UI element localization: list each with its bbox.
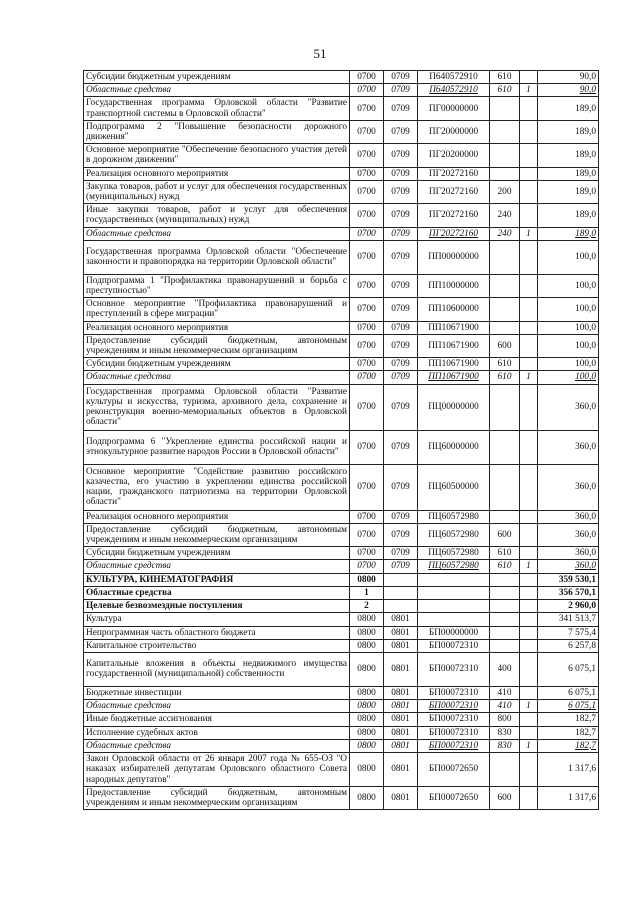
row-funding-source: 1 <box>520 739 538 752</box>
row-section-code: 0700 <box>350 240 384 274</box>
table-row <box>84 700 599 713</box>
table-row <box>84 120 599 143</box>
row-name: Исполнение судебных актов <box>84 726 350 739</box>
row-amount: 1 317,6 <box>538 752 599 786</box>
row-name: Закон Орловской области от 26 января 2007 года № 655-ОЗ "О наказах избирателей депутатам Орловского областного Совета народных депутатов" <box>84 752 350 786</box>
row-name: Основное мероприятие "Содействие развитию российского казачества, его участию в укреплении единства российской нации, гражданского патриотизма на территории Орловской области" <box>84 464 350 510</box>
row-name: Реализация основного мероприятия <box>84 321 350 334</box>
row-name: Областные средства <box>84 560 350 573</box>
row-section-code: 0700 <box>350 227 384 240</box>
row-funding-source: 1 <box>520 700 538 713</box>
row-subsection-code: 0709 <box>384 97 418 120</box>
table-row <box>84 686 599 699</box>
row-amount: 90,0 <box>538 71 599 84</box>
row-name: Областные средства <box>84 739 350 752</box>
row-subsection-code: 0709 <box>384 358 418 371</box>
row-subsection-code: 0709 <box>384 84 418 97</box>
row-section-code: 1 <box>350 586 384 599</box>
row-name: Областные средства <box>84 227 350 240</box>
row-amount: 189,0 <box>538 144 599 167</box>
row-subsection-code: 0709 <box>384 510 418 523</box>
row-expense-type <box>490 120 520 143</box>
row-section-code: 0700 <box>350 560 384 573</box>
table-row <box>84 274 599 297</box>
table-row <box>84 144 599 167</box>
row-amount: 100,0 <box>538 274 599 297</box>
row-subsection-code: 0709 <box>384 560 418 573</box>
table-row <box>84 84 599 97</box>
row-section-code: 0700 <box>350 144 384 167</box>
row-amount: 1 317,6 <box>538 786 599 809</box>
row-section-code: 0800 <box>350 786 384 809</box>
row-funding-source <box>520 547 538 560</box>
row-subsection-code: 0801 <box>384 713 418 726</box>
row-target-article: ПГ20000000 <box>418 120 490 143</box>
row-section-code: 0800 <box>350 686 384 699</box>
row-funding-source <box>520 726 538 739</box>
row-section-code: 0800 <box>350 626 384 639</box>
row-expense-type: 610 <box>490 371 520 384</box>
row-target-article: БП00072310 <box>418 726 490 739</box>
row-expense-type <box>490 240 520 274</box>
row-subsection-code: 0801 <box>384 752 418 786</box>
row-subsection-code: 0801 <box>384 700 418 713</box>
row-amount: 189,0 <box>538 120 599 143</box>
row-name: Субсидии бюджетным учреждениям <box>84 71 350 84</box>
row-section-code: 0700 <box>350 97 384 120</box>
row-section-code: 0700 <box>350 204 384 227</box>
row-expense-type <box>490 167 520 180</box>
row-target-article: БП00072310 <box>418 686 490 699</box>
row-target-article: ПЦ60572980 <box>418 510 490 523</box>
row-subsection-code: 0801 <box>384 652 418 686</box>
row-section-code: 0800 <box>350 700 384 713</box>
row-expense-type <box>490 321 520 334</box>
row-amount: 189,0 <box>538 204 599 227</box>
row-target-article: П640572910 <box>418 71 490 84</box>
row-section-code: 0700 <box>350 358 384 371</box>
row-amount: 359 530,1 <box>538 573 599 586</box>
row-amount: 7 575,4 <box>538 626 599 639</box>
row-funding-source <box>520 298 538 321</box>
row-target-article: ПЦ00000000 <box>418 384 490 430</box>
row-target-article: П640572910 <box>418 84 490 97</box>
row-target-article: ПЦ60572980 <box>418 547 490 560</box>
row-amount: 360,0 <box>538 384 599 430</box>
row-funding-source <box>520 510 538 523</box>
row-expense-type <box>490 600 520 613</box>
row-expense-type: 410 <box>490 700 520 713</box>
budget-table <box>83 70 599 810</box>
row-target-article: БП00072310 <box>418 739 490 752</box>
row-amount: 182,7 <box>538 726 599 739</box>
row-amount: 360,0 <box>538 430 599 464</box>
table-row <box>84 626 599 639</box>
row-subsection-code: 0709 <box>384 120 418 143</box>
row-amount: 189,0 <box>538 227 599 240</box>
table-row <box>84 298 599 321</box>
row-target-article: ПП10000000 <box>418 274 490 297</box>
row-funding-source: 1 <box>520 371 538 384</box>
row-name: Субсидии бюджетным учреждениям <box>84 547 350 560</box>
row-subsection-code: 0709 <box>384 384 418 430</box>
row-expense-type <box>490 97 520 120</box>
row-expense-type: 830 <box>490 726 520 739</box>
row-funding-source <box>520 586 538 599</box>
row-name: Иные бюджетные ассигнования <box>84 713 350 726</box>
row-funding-source <box>520 752 538 786</box>
row-funding-source: 1 <box>520 84 538 97</box>
row-target-article: БП00072310 <box>418 700 490 713</box>
row-section-code: 0700 <box>350 510 384 523</box>
row-funding-source <box>520 274 538 297</box>
row-funding-source <box>520 71 538 84</box>
row-target-article: ПП10600000 <box>418 298 490 321</box>
row-name: Целевые безвозмездные поступления <box>84 600 350 613</box>
row-expense-type: 800 <box>490 713 520 726</box>
page-number: 51 <box>313 46 327 61</box>
table-row <box>84 786 599 809</box>
row-funding-source <box>520 786 538 809</box>
row-subsection-code: 0709 <box>384 144 418 167</box>
table-row <box>84 510 599 523</box>
row-target-article <box>418 613 490 626</box>
row-section-code: 0700 <box>350 298 384 321</box>
row-subsection-code: 0709 <box>384 523 418 546</box>
row-amount: 2 960,0 <box>538 600 599 613</box>
row-expense-type: 410 <box>490 686 520 699</box>
table-row <box>84 204 599 227</box>
row-section-code: 0700 <box>350 334 384 357</box>
row-funding-source <box>520 464 538 510</box>
row-section-code: 2 <box>350 600 384 613</box>
row-section-code: 0700 <box>350 180 384 203</box>
row-amount: 90,0 <box>538 84 599 97</box>
row-name: Областные средства <box>84 586 350 599</box>
table-row <box>84 71 599 84</box>
row-amount: 100,0 <box>538 240 599 274</box>
row-target-article <box>418 600 490 613</box>
row-funding-source <box>520 430 538 464</box>
row-subsection-code: 0709 <box>384 371 418 384</box>
row-expense-type <box>490 613 520 626</box>
row-target-article: ПГ20272160 <box>418 227 490 240</box>
row-funding-source <box>520 384 538 430</box>
row-funding-source <box>520 626 538 639</box>
row-target-article: ПЦ60572980 <box>418 523 490 546</box>
row-funding-source <box>520 713 538 726</box>
row-amount: 182,7 <box>538 739 599 752</box>
row-name: Предоставление субсидий бюджетным, автономным учреждениям и иным некоммерческим организациям <box>84 523 350 546</box>
row-subsection-code: 0801 <box>384 626 418 639</box>
row-amount: 100,0 <box>538 321 599 334</box>
table-row <box>84 167 599 180</box>
row-section-code: 0800 <box>350 752 384 786</box>
row-subsection-code: 0709 <box>384 274 418 297</box>
table-row <box>84 97 599 120</box>
row-funding-source <box>520 686 538 699</box>
row-target-article: ПП00000000 <box>418 240 490 274</box>
row-section-code: 0800 <box>350 573 384 586</box>
row-name: Областные средства <box>84 700 350 713</box>
row-section-code: 0800 <box>350 652 384 686</box>
row-subsection-code: 0709 <box>384 167 418 180</box>
row-section-code: 0700 <box>350 371 384 384</box>
row-name: Подпрограмма 1 "Профилактика правонарушений и борьба с преступностью" <box>84 274 350 297</box>
table-row <box>84 384 599 430</box>
table-row <box>84 586 599 599</box>
row-section-code: 0700 <box>350 274 384 297</box>
row-subsection-code: 0801 <box>384 739 418 752</box>
row-expense-type <box>490 752 520 786</box>
row-target-article: БП00072310 <box>418 713 490 726</box>
row-expense-type <box>490 586 520 599</box>
row-target-article: ПП10671900 <box>418 334 490 357</box>
row-expense-type: 240 <box>490 204 520 227</box>
row-expense-type: 240 <box>490 227 520 240</box>
row-funding-source <box>520 573 538 586</box>
row-section-code: 0700 <box>350 430 384 464</box>
row-target-article: БП00072650 <box>418 752 490 786</box>
row-amount: 100,0 <box>538 298 599 321</box>
row-funding-source <box>520 600 538 613</box>
row-funding-source <box>520 613 538 626</box>
row-target-article: ПЦ60000000 <box>418 430 490 464</box>
row-name: Закупка товаров, работ и услуг для обеспечения государственных (муниципальных) нужд <box>84 180 350 203</box>
row-amount: 100,0 <box>538 358 599 371</box>
row-target-article <box>418 573 490 586</box>
row-subsection-code: 0801 <box>384 639 418 652</box>
row-funding-source <box>520 321 538 334</box>
row-expense-type <box>490 626 520 639</box>
table-row <box>84 321 599 334</box>
row-funding-source <box>520 97 538 120</box>
row-expense-type <box>490 430 520 464</box>
row-target-article: ПП10671900 <box>418 321 490 334</box>
row-expense-type: 610 <box>490 358 520 371</box>
row-name: Культура <box>84 613 350 626</box>
row-expense-type <box>490 298 520 321</box>
row-name: Областные средства <box>84 371 350 384</box>
row-funding-source <box>520 204 538 227</box>
table-row <box>84 652 599 686</box>
row-funding-source <box>520 523 538 546</box>
row-expense-type <box>490 573 520 586</box>
row-section-code: 0700 <box>350 523 384 546</box>
row-name: Основное мероприятие "Профилактика правонарушений и преступлений в сфере миграции" <box>84 298 350 321</box>
row-section-code: 0700 <box>350 120 384 143</box>
row-subsection-code: 0801 <box>384 613 418 626</box>
table-row <box>84 639 599 652</box>
row-expense-type: 610 <box>490 71 520 84</box>
row-name: Основное мероприятие "Обеспечение безопасного участия детей в дорожном движении" <box>84 144 350 167</box>
row-subsection-code: 0801 <box>384 786 418 809</box>
row-target-article: БП00000000 <box>418 626 490 639</box>
row-section-code: 0700 <box>350 84 384 97</box>
row-subsection-code: 0709 <box>384 298 418 321</box>
row-name: Государственная программа Орловской области "Развитие культуры и искусства, туризма, архивного дела, сохранение и реконструкция военно-мемориальных объектов в Орловской области" <box>84 384 350 430</box>
row-expense-type <box>490 464 520 510</box>
row-target-article: ПЦ60572980 <box>418 560 490 573</box>
row-subsection-code: 0709 <box>384 71 418 84</box>
table-row <box>84 371 599 384</box>
table-row <box>84 713 599 726</box>
row-subsection-code: 0801 <box>384 686 418 699</box>
row-amount: 360,0 <box>538 510 599 523</box>
row-amount: 6 075,1 <box>538 700 599 713</box>
row-expense-type: 600 <box>490 786 520 809</box>
row-amount: 189,0 <box>538 167 599 180</box>
row-amount: 189,0 <box>538 97 599 120</box>
row-target-article: ПГ20272160 <box>418 204 490 227</box>
row-name: Государственная программа Орловской области "Развитие транспортной системы в Орловской области" <box>84 97 350 120</box>
row-target-article: БП00072310 <box>418 652 490 686</box>
row-name: Капитальное строительство <box>84 639 350 652</box>
row-amount: 100,0 <box>538 334 599 357</box>
row-subsection-code <box>384 573 418 586</box>
row-expense-type <box>490 144 520 167</box>
row-expense-type: 830 <box>490 739 520 752</box>
row-amount: 341 513,7 <box>538 613 599 626</box>
row-target-article: ПЦ60500000 <box>418 464 490 510</box>
row-funding-source <box>520 180 538 203</box>
row-subsection-code: 0709 <box>384 180 418 203</box>
row-expense-type: 400 <box>490 652 520 686</box>
row-subsection-code <box>384 600 418 613</box>
row-target-article: ПГ00000000 <box>418 97 490 120</box>
row-amount: 6 075,1 <box>538 652 599 686</box>
table-row <box>84 334 599 357</box>
table-row <box>84 180 599 203</box>
row-section-code: 0800 <box>350 613 384 626</box>
row-amount: 360,0 <box>538 547 599 560</box>
row-expense-type: 610 <box>490 84 520 97</box>
row-amount: 189,0 <box>538 180 599 203</box>
table-row <box>84 600 599 613</box>
row-name: Реализация основного мероприятия <box>84 167 350 180</box>
row-amount: 100,0 <box>538 371 599 384</box>
row-funding-source <box>520 358 538 371</box>
row-section-code: 0700 <box>350 321 384 334</box>
row-subsection-code: 0801 <box>384 726 418 739</box>
row-section-code: 0700 <box>350 464 384 510</box>
row-funding-source <box>520 652 538 686</box>
row-section-code: 0700 <box>350 384 384 430</box>
table-row <box>84 726 599 739</box>
row-section-code: 0800 <box>350 739 384 752</box>
row-section-code: 0700 <box>350 71 384 84</box>
table-row <box>84 752 599 786</box>
row-amount: 6 257,8 <box>538 639 599 652</box>
row-funding-source <box>520 240 538 274</box>
row-name: Подпрограмма 6 "Укрепление единства российской нации и этнокультурное развитие народов России в Орловской области" <box>84 430 350 464</box>
table-row <box>84 358 599 371</box>
row-name: Бюджетные инвестиции <box>84 686 350 699</box>
row-subsection-code: 0709 <box>384 204 418 227</box>
row-subsection-code: 0709 <box>384 430 418 464</box>
row-funding-source <box>520 334 538 357</box>
row-name: Реализация основного мероприятия <box>84 510 350 523</box>
row-target-article: БП00072310 <box>418 639 490 652</box>
table-row <box>84 613 599 626</box>
row-target-article: БП00072650 <box>418 786 490 809</box>
row-subsection-code: 0709 <box>384 334 418 357</box>
row-funding-source <box>520 167 538 180</box>
row-subsection-code <box>384 586 418 599</box>
row-target-article: ПГ20272160 <box>418 167 490 180</box>
row-amount: 356 570,1 <box>538 586 599 599</box>
row-section-code: 0800 <box>350 639 384 652</box>
row-name: КУЛЬТУРА, КИНЕМАТОГРАФИЯ <box>84 573 350 586</box>
row-expense-type: 600 <box>490 334 520 357</box>
table-row <box>84 464 599 510</box>
row-amount: 360,0 <box>538 560 599 573</box>
row-expense-type: 610 <box>490 560 520 573</box>
row-subsection-code: 0709 <box>384 321 418 334</box>
row-amount: 360,0 <box>538 464 599 510</box>
row-subsection-code: 0709 <box>384 227 418 240</box>
row-name: Областные средства <box>84 84 350 97</box>
row-target-article <box>418 586 490 599</box>
table-row <box>84 573 599 586</box>
table-row <box>84 547 599 560</box>
row-section-code: 0700 <box>350 167 384 180</box>
row-amount: 182,7 <box>538 713 599 726</box>
table-row <box>84 430 599 464</box>
row-name: Подпрограмма 2 "Повышение безопасности дорожного движения" <box>84 120 350 143</box>
row-funding-source: 1 <box>520 227 538 240</box>
table-row <box>84 240 599 274</box>
row-name: Иные закупки товаров, работ и услуг для обеспечения государственных (муниципальных) нужд <box>84 204 350 227</box>
row-target-article: ПП10671900 <box>418 358 490 371</box>
row-subsection-code: 0709 <box>384 547 418 560</box>
row-subsection-code: 0709 <box>384 240 418 274</box>
row-funding-source: 1 <box>520 560 538 573</box>
table-row <box>84 523 599 546</box>
row-target-article: ПГ20272160 <box>418 180 490 203</box>
row-name: Государственная программа Орловской области "Обеспечение законности и правопорядка на территории Орловской области" <box>84 240 350 274</box>
row-expense-type <box>490 384 520 430</box>
table-row <box>84 227 599 240</box>
row-expense-type <box>490 639 520 652</box>
row-amount: 360,0 <box>538 523 599 546</box>
row-name: Предоставление субсидий бюджетным, автономным учреждениям и иным некоммерческим организациям <box>84 786 350 809</box>
row-section-code: 0800 <box>350 726 384 739</box>
row-section-code: 0700 <box>350 547 384 560</box>
row-expense-type: 600 <box>490 523 520 546</box>
row-name: Капитальные вложения в объекты недвижимого имущества государственной (муниципальной) собственности <box>84 652 350 686</box>
row-name: Субсидии бюджетным учреждениям <box>84 358 350 371</box>
row-amount: 6 075,1 <box>538 686 599 699</box>
row-target-article: ПГ20200000 <box>418 144 490 167</box>
row-expense-type <box>490 274 520 297</box>
row-expense-type: 200 <box>490 180 520 203</box>
row-name: Непрограммная часть областного бюджета <box>84 626 350 639</box>
row-section-code: 0800 <box>350 713 384 726</box>
row-funding-source <box>520 144 538 167</box>
table-row <box>84 739 599 752</box>
row-funding-source <box>520 639 538 652</box>
table-row <box>84 560 599 573</box>
row-target-article: ПП10671900 <box>418 371 490 384</box>
row-funding-source <box>520 120 538 143</box>
row-expense-type <box>490 510 520 523</box>
row-subsection-code: 0709 <box>384 464 418 510</box>
row-expense-type: 610 <box>490 547 520 560</box>
row-name: Предоставление субсидий бюджетным, автономным учреждениям и иным некоммерческим организациям <box>84 334 350 357</box>
